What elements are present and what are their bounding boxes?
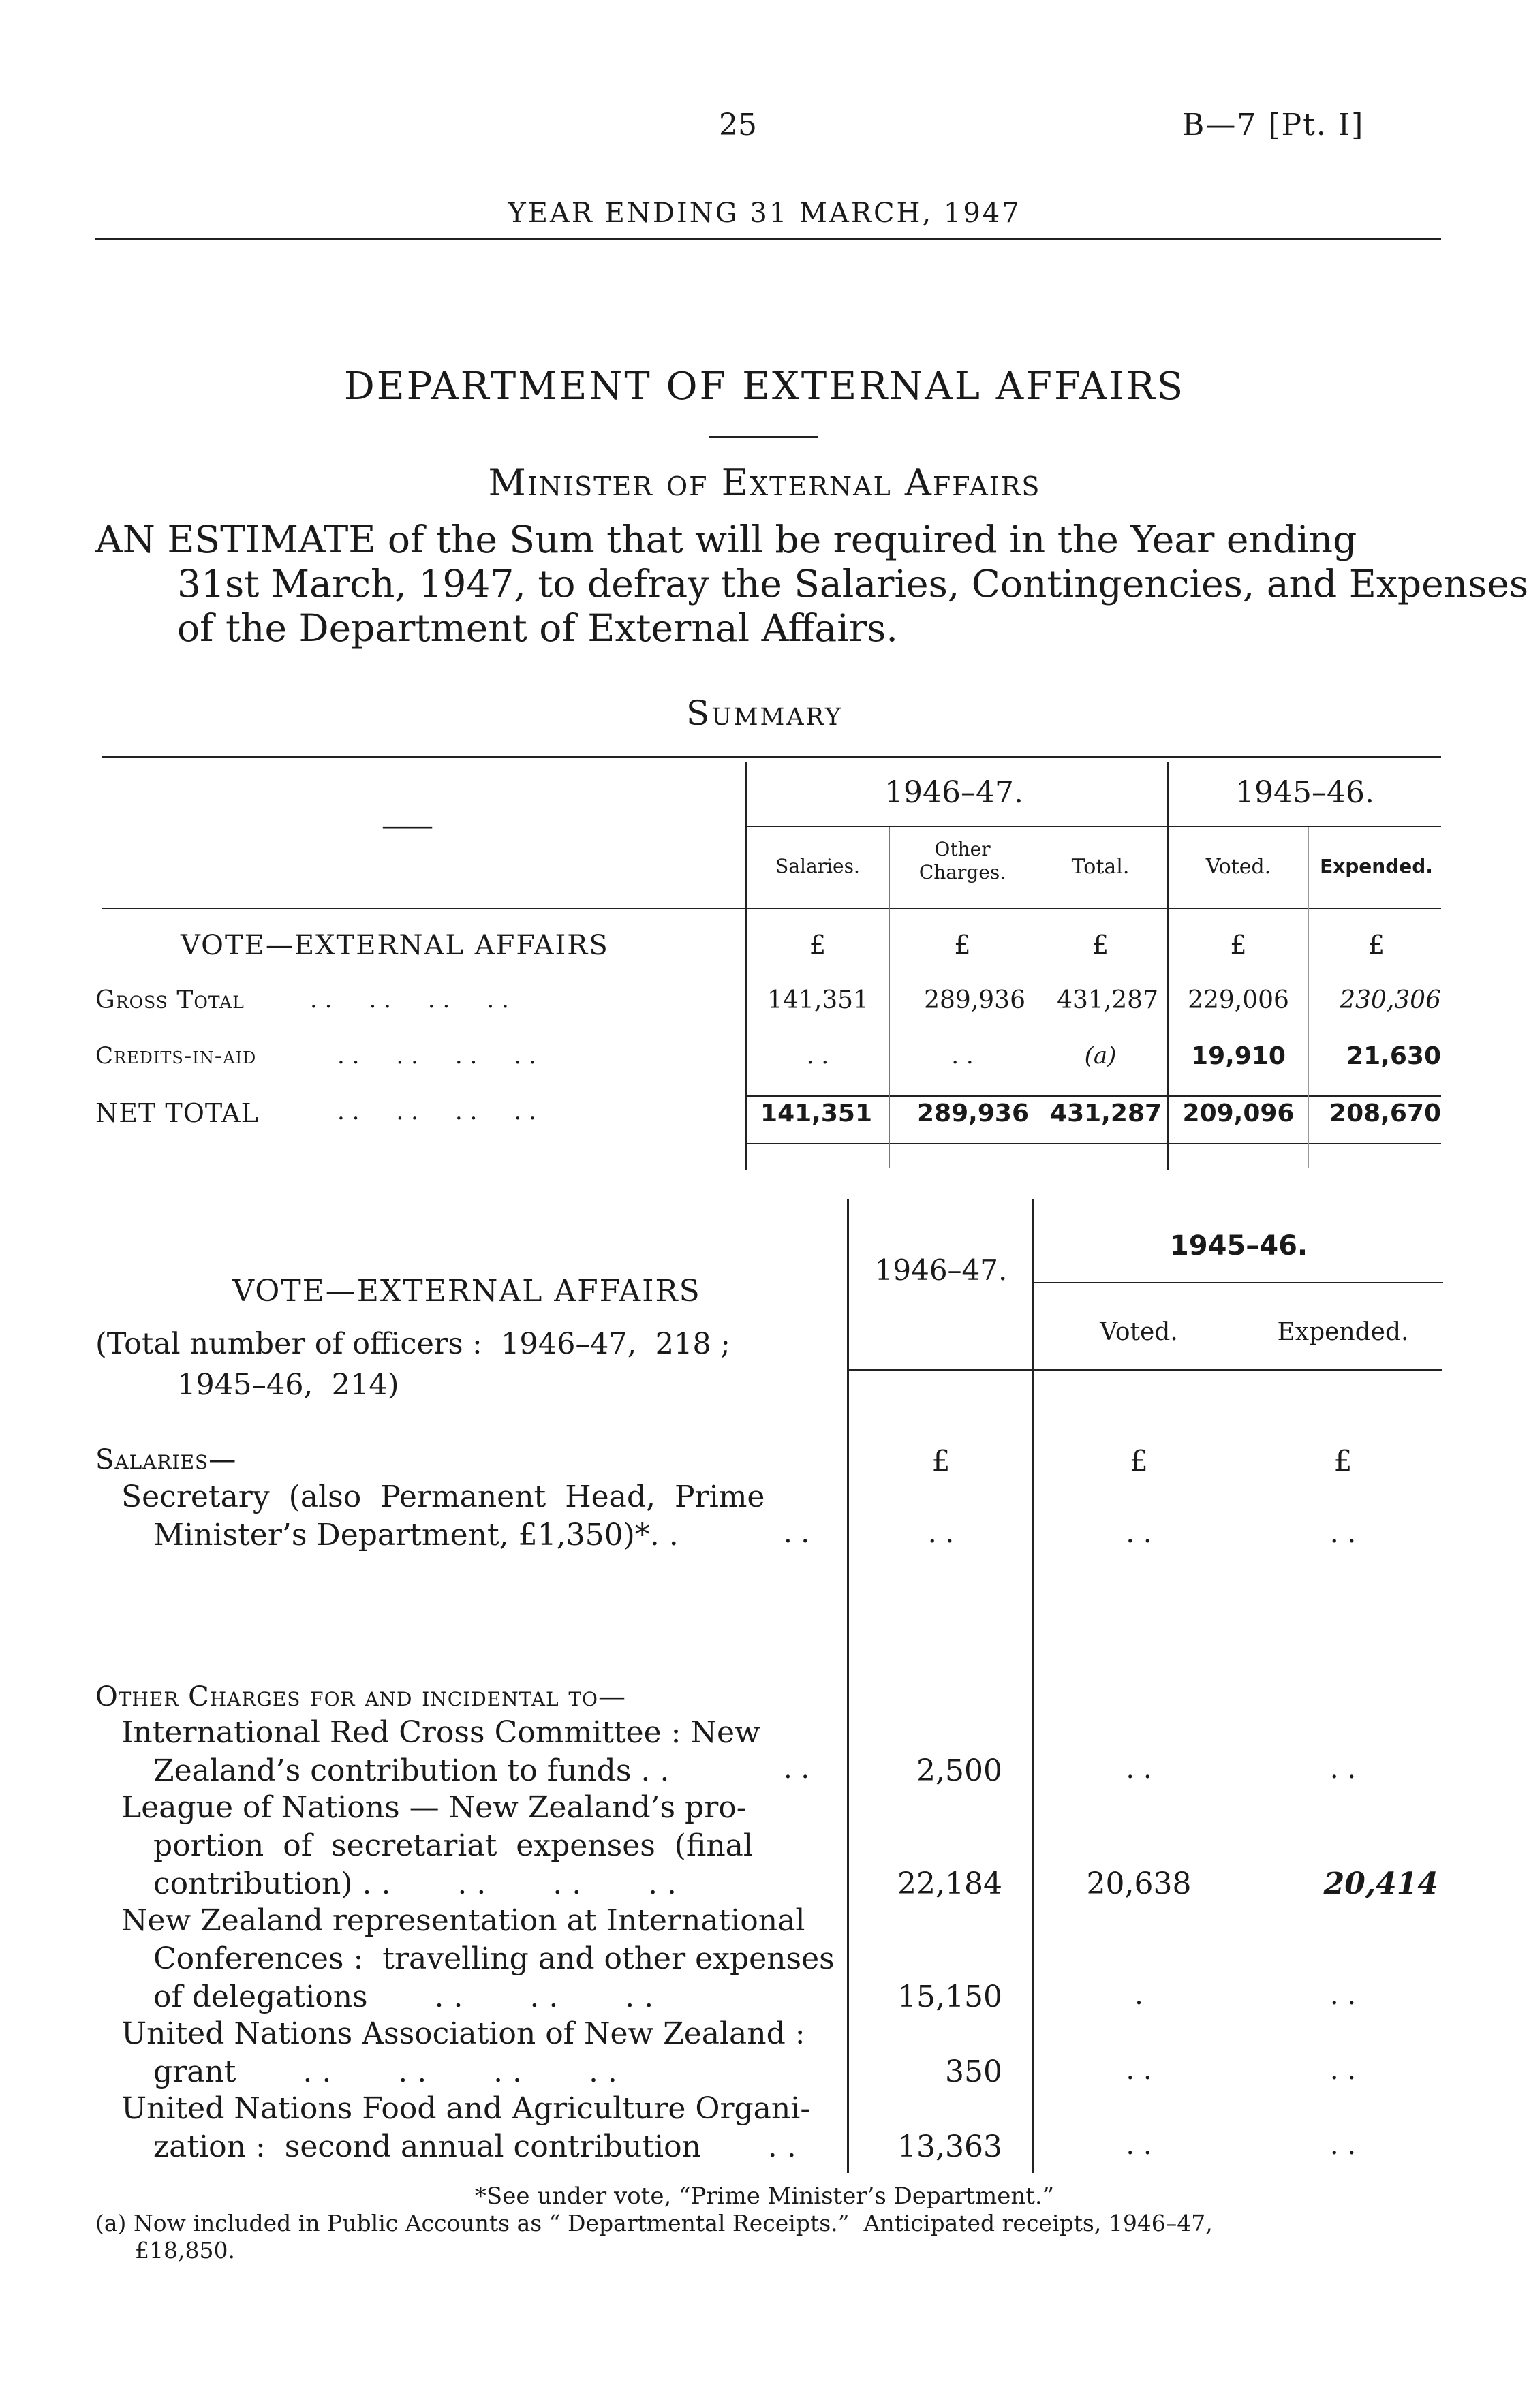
item-expended: . .	[1329, 2054, 1357, 2086]
summary-cell-voted: 19,910	[1191, 1042, 1286, 1070]
summary-currency-other: £	[954, 930, 971, 960]
summary-cell-expended: 208,670	[1329, 1099, 1441, 1127]
page-number: 25	[719, 108, 757, 142]
summary-cell-salaries: 141,351	[767, 986, 869, 1014]
vote-currency-expended: £	[1333, 1444, 1353, 1477]
estimate-line-3: of the Department of External Affairs.	[177, 606, 898, 650]
summary-row-leader: . . . . . . . .	[310, 986, 509, 1014]
item-line: United Nations Food and Agriculture Organi-	[121, 2091, 811, 2126]
summary-bottom-rule	[746, 1143, 1441, 1144]
summary-col-expended: Expended.	[1320, 855, 1433, 877]
item-voted: . .	[1126, 2129, 1152, 2161]
item-line: contribution) . . . . . . . .	[153, 1866, 677, 1901]
secretary-current: . .	[927, 1518, 955, 1549]
vote-col-previous: 1945–46.	[1169, 1230, 1308, 1262]
estimate-line-1: AN ESTIMATE of the Sum that will be required in the Year ending	[95, 518, 1357, 561]
summary-cell-total: 431,287	[1050, 1099, 1162, 1127]
summary-cell-salaries: 141,351	[760, 1099, 872, 1127]
summary-vrule	[1167, 762, 1169, 1170]
secretary-line-1: Secretary (also Permanent Head, Prime	[121, 1480, 765, 1514]
vote-heading: VOTE—EXTERNAL AFFAIRS	[232, 1274, 701, 1309]
estimate-line-2: 31st March, 1947, to defray the Salaries, Contingencies, and Expenses	[177, 562, 1529, 606]
summary-cell-other: . .	[951, 1042, 974, 1069]
item-line: United Nations Association of New Zealand :	[121, 2016, 805, 2051]
summary-vote-label: VOTE—EXTERNAL AFFAIRS	[181, 930, 609, 961]
summary-cell-voted: 209,096	[1182, 1099, 1295, 1127]
vote-currency-voted: £	[1130, 1444, 1148, 1477]
summary-col-voted: Voted.	[1205, 855, 1271, 879]
item-voted: .	[1134, 1980, 1143, 2011]
summary-header-rule	[102, 908, 1441, 909]
vote-col-expended: Expended.	[1277, 1318, 1409, 1346]
secretary-expended: . .	[1329, 1518, 1357, 1549]
minister-title: Minister of External Affairs	[488, 461, 1041, 504]
item-current: 350	[945, 2054, 1002, 2089]
title-rule	[709, 436, 818, 438]
item-line: New Zealand representation at International	[121, 1903, 805, 1938]
secretary-line-2: Minister’s Department, £1,350)*. .	[153, 1518, 679, 1552]
item-expended: 20,414	[1323, 1866, 1438, 1901]
footnote-a-line-1: (a) Now included in Public Accounts as “ Departmental Receipts.” Anticipated receipts, 1946–47,	[95, 2210, 1213, 2236]
summary-col-total: Total.	[1071, 855, 1130, 879]
summary-row-leader: . . . . . . . .	[337, 1042, 536, 1069]
summary-heading: Summary	[685, 693, 844, 733]
item-voted: . .	[1126, 2054, 1152, 2086]
vote-officers-line-1: (Total number of officers : 1946–47, 218 ;	[95, 1327, 730, 1361]
summary-vrule	[889, 827, 890, 1168]
summary-row-label: NET TOTAL	[95, 1098, 259, 1128]
summary-cell-expended: 230,306	[1340, 986, 1441, 1014]
vote-col-voted: Voted.	[1100, 1318, 1178, 1346]
item-leader: . .	[784, 1753, 810, 1785]
summary-row-label: Credits-in-aid	[95, 1042, 257, 1069]
summary-year-rule	[746, 826, 1441, 827]
secretary-leader: . .	[784, 1518, 810, 1549]
item-line: International Red Cross Committee : New	[121, 1715, 760, 1750]
item-expended: . .	[1329, 1753, 1357, 1785]
item-current: 15,150	[897, 1980, 1002, 2014]
summary-cell-other: 289,936	[917, 1099, 1029, 1127]
item-line: League of Nations — New Zealand’s pro-	[121, 1790, 747, 1825]
summary-currency-expended: £	[1368, 930, 1385, 960]
department-title: DEPARTMENT OF EXTERNAL AFFAIRS	[343, 364, 1186, 409]
item-line: of delegations . . . . . .	[153, 1980, 654, 2014]
vote-header-rule	[849, 1369, 1442, 1371]
summary-cell-other: 289,936	[924, 986, 1025, 1014]
footnote-star: *See under vote, “Prime Minister’s Department.”	[474, 2183, 1055, 2210]
other-charges-heading: Other Charges for and incidental to—	[95, 1681, 626, 1713]
summary-cell-expended: 21,630	[1346, 1042, 1441, 1070]
vote-currency-current: £	[931, 1444, 951, 1477]
item-line: Zealand’s contribution to funds . .	[153, 1753, 670, 1788]
vote-vrule	[847, 1199, 849, 2173]
summary-row-leader: . . . . . . . .	[337, 1098, 536, 1125]
summary-net-rule	[746, 1095, 1441, 1097]
vote-col-current: 1946–47.	[874, 1253, 1008, 1287]
vote-year-rule	[1034, 1282, 1443, 1283]
summary-top-rule	[102, 756, 1441, 758]
summary-year-current: 1946–47.	[884, 775, 1023, 810]
item-expended: . .	[1329, 1980, 1357, 2011]
item-line: grant . . . . . . . .	[153, 2054, 617, 2089]
summary-col-salaries: Salaries.	[775, 855, 860, 877]
summary-cell-total: (a)	[1084, 1042, 1117, 1069]
item-current: 2,500	[916, 1753, 1002, 1788]
summary-cell-total: 431,287	[1057, 986, 1158, 1014]
item-current: 13,363	[897, 2129, 1002, 2164]
header-rule	[95, 238, 1441, 240]
summary-col-other-1: Other	[934, 838, 991, 860]
summary-currency-voted: £	[1230, 930, 1247, 960]
item-expended: . .	[1329, 2129, 1357, 2161]
summary-currency-salaries: £	[809, 930, 827, 960]
item-line: zation : second annual contribution . .	[153, 2129, 797, 2164]
page-reference: B—7 [Pt. I]	[1182, 108, 1365, 142]
item-current: 22,184	[897, 1866, 1002, 1901]
running-title: YEAR ENDING 31 MARCH, 1947	[508, 198, 1021, 229]
vote-officers-line-2: 1945–46, 214)	[177, 1368, 399, 1402]
summary-currency-total: £	[1092, 930, 1109, 960]
item-voted: . .	[1126, 1753, 1152, 1785]
footnote-a-line-2: £18,850.	[135, 2237, 235, 2264]
item-voted: 20,638	[1086, 1866, 1192, 1901]
summary-row-label: Gross Total	[95, 986, 245, 1014]
item-line: Conferences : travelling and other expenses	[153, 1941, 835, 1976]
secretary-voted: . .	[1126, 1518, 1152, 1549]
summary-vrule	[1308, 827, 1309, 1168]
summary-col-other-2: Charges.	[918, 861, 1006, 884]
summary-cell-voted: 229,006	[1188, 986, 1289, 1014]
salaries-heading: Salaries—	[95, 1444, 237, 1475]
summary-vrule	[745, 762, 747, 1170]
summary-dash: ——	[382, 811, 431, 842]
summary-cell-salaries: . .	[806, 1042, 829, 1069]
item-line: portion of secretariat expenses (final	[153, 1828, 753, 1863]
summary-year-previous: 1945–46.	[1235, 775, 1374, 810]
